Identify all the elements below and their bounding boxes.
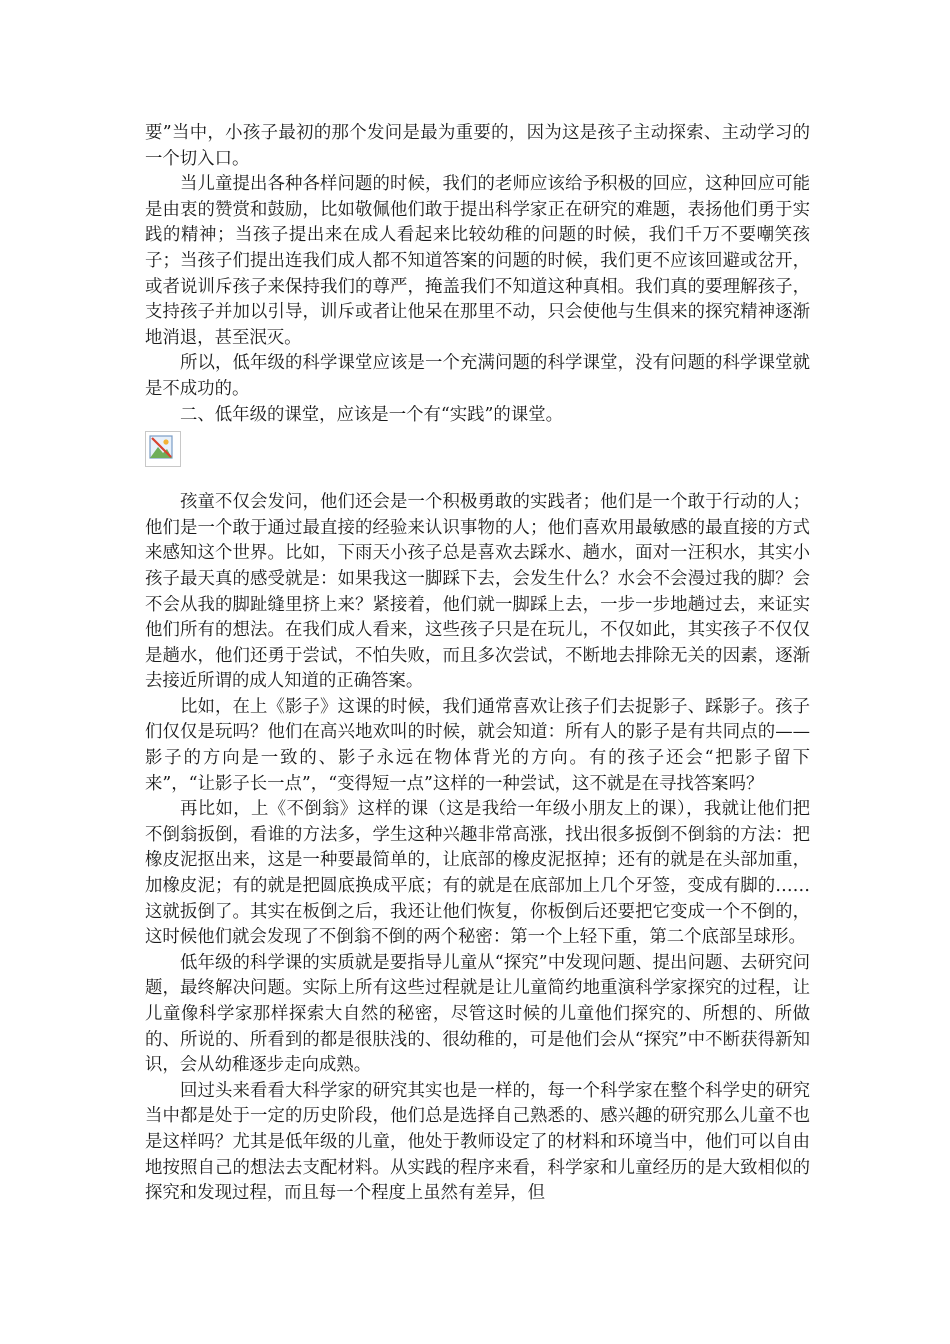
image-placeholder — [145, 431, 810, 478]
paragraph-conclusion-questions: 所以，低年级的科学课堂应该是一个充满问题的科学课堂，没有问题的科学课堂就是不成功的。 — [145, 353, 810, 399]
paragraph-essence-science: 低年级的科学课的实质就是要指导儿童从“探究”中发现问题、提出问题、去研究问题，最终解决问题。实际上所有这些过程就是让儿童简约地重演科学家探究的过程，让儿童像科学家那样探索大自然的秘密，尽管这时候的儿童他们探究的、所想的、所做的、所说的、所看到的都是很肤浅的、很幼稚的，可是他们会从“探究”中不断获得新知识，会从幼稚逐步走向成熟。 — [145, 952, 810, 1076]
paragraph-teacher-response: 当儿童提出各种各样问题的时候，我们的老师应该给予积极的回应，这种回应可能是由衷的赞赏和鼓励，比如敬佩他们敢于提出科学家正在研究的难题，表扬他们勇于实践的精神；当孩子提出来在成人看起来比较幼稚的问题的时候，我们千万不要嘲笑孩子；当孩子们提出连我们成人都不知道答案的问题的时候，我们更不应该回避或岔开，或者说训斥孩子来保持我们的尊严，掩盖我们不知道这种真相。我们真的要理解孩子，支持孩子并加以引导，训斥或者让他呆在那里不动，只会使他与生俱来的探究精神逐渐地消退，甚至泯灭。 — [145, 174, 810, 348]
paragraph-children-practice: 孩童不仅会发问，他们还会是一个积极勇敢的实践者；他们是一个敢于行动的人；他们是一个敢于通过最直接的经验来认识事物的人；他们喜欢用最敏感的最直接的方式来感知这个世界。比如，下雨天小孩子总是喜欢去踩水、趟水，面对一汪积水，其实小孩子最天真的感受就是：如果我这一脚踩下去，会发生什么？水会不会漫过我的脚？会不会从我的脚趾缝里挤上来？紧接着，他们就一脚踩上去，一步一步地趟过去，来证实他们所有的想法。在我们成人看来，这些孩子只是在玩儿，不仅如此，其实孩子不仅仅是趟水，他们还勇于尝试，不怕失败，而且多次尝试，不断地去排除无关的因素，逐渐去接近所谓的成人知道的正确答案。 — [145, 492, 810, 692]
paragraph-continuation: 要”当中，小孩子最初的那个发问是最为重要的，因为这是孩子主动探索、主动学习的一个切入口。 — [145, 123, 810, 169]
document-body — [145, 121, 810, 1207]
paragraph-shadow-lesson: 比如，在上《影子》这课的时候，我们通常喜欢让孩子们去捉影子、踩影子。孩子们仅仅是玩吗？他们在高兴地欢叫的时候，就会知道：所有人的影子是有共同点的——影子的方向是一致的、影子永远在物体背光的方向。有的孩子还会“把影子留下来”，“让影子长一点”，“变得短一点”这样的一种尝试，这不就是在寻找答案吗？ — [145, 696, 810, 794]
section-heading-practice: 二、低年级的课堂，应该是一个有“实践”的课堂。 — [180, 404, 563, 425]
paragraph-scientists-comparison: 回过头来看看大科学家的研究其实也是一样的，每一个科学家在整个科学史的研究当中都是处于一定的历史阶段，他们总是选择自己熟悉的、感兴趣的研究那么儿童不也是这样吗？尤其是低年级的儿童，他处于教师设定了的材料和环境当中，他们可以自由地按照自己的想法去支配材料。从实践的程序来看，科学家和儿童经历的是大致相似的探究和发现过程，而且每一个程度上虽然有差异，但 — [145, 1080, 810, 1204]
paragraph-tumbler-lesson: 再比如，上《不倒翁》这样的课（这是我给一年级小朋友上的课），我就让他们把不倒翁扳倒，看谁的方法多，学生这种兴趣非常高涨，找出很多扳倒不倒翁的方法：把橡皮泥抠出来，这是一种要最简单的，让底部的橡皮泥抠掉；还有的就是在头部加重，加橡皮泥；有的就是把圆底换成平底；有的就是在底部加上几个牙签，变成有脚的……这就扳倒了。其实在板倒之后，我还让他们恢复，你板倒后还要把它变成一个不倒的，这时候他们就会发现了不倒翁不倒的两个秘密：第一个上轻下重，第二个底部呈球形。 — [145, 799, 810, 948]
broken-image-icon — [145, 431, 181, 467]
